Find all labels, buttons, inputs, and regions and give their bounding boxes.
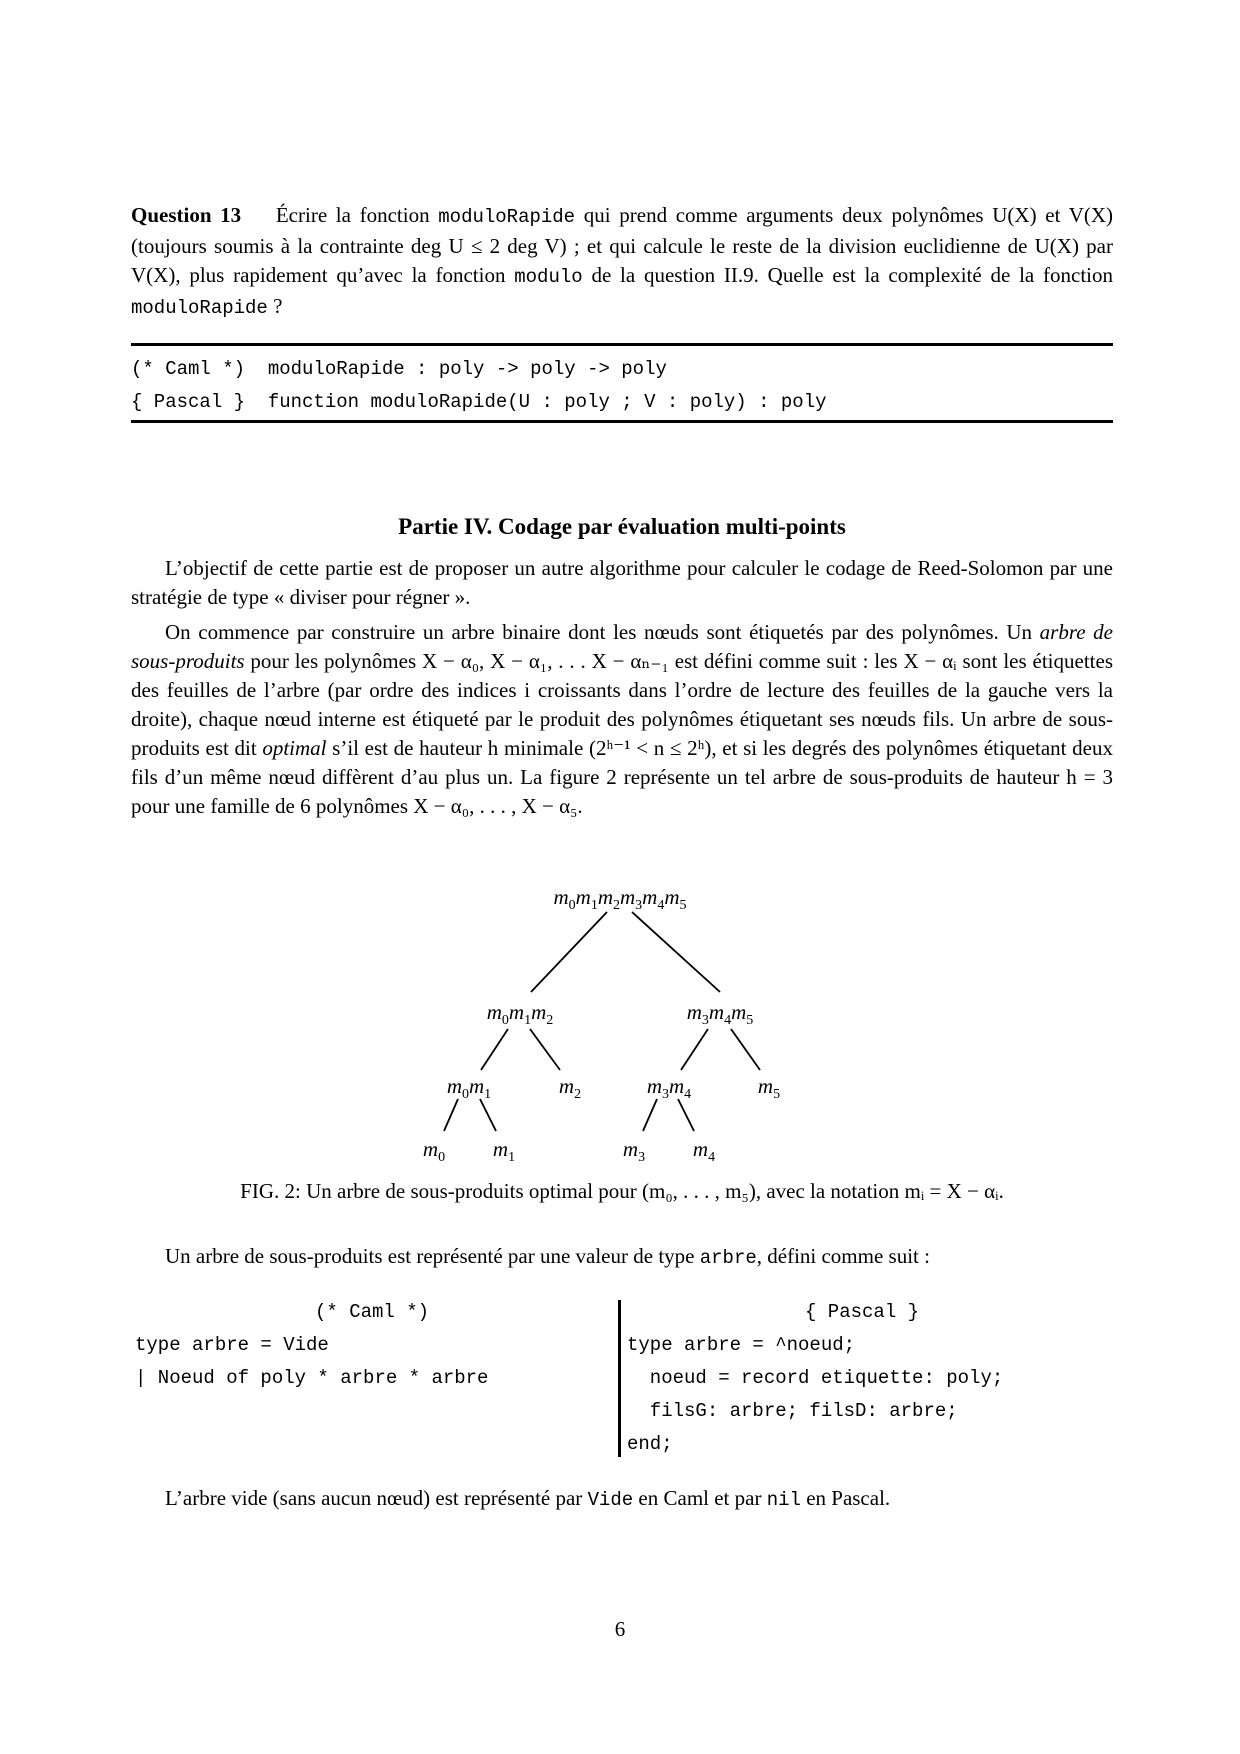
caml-code-line-2: | Noeud of poly * arbre * arbre <box>135 1367 489 1389</box>
question-text-1: Écrire la fonction <box>275 203 439 227</box>
edge-ll-lll <box>444 1099 458 1131</box>
keyword-vide: Vide <box>587 1489 634 1511</box>
empty-tree-text-1: L’arbre vide (sans aucun nœud) est représenté par <box>165 1486 588 1510</box>
para2-text-c: s’il est de hauteur h minimale (2ʰ⁻¹ < n ≤ 2ʰ), et si les degrés des polynômes étiquetant deux fils d’un même nœud diffèrent d’au plus un. La figure 2 représente un tel arbre de sous-produits de hauteur h = 3 pour une famille de 6 polynômes X − α₀, . . . , X − α₅. <box>131 736 1113 818</box>
pascal-code-line-1: type arbre = ^noeud; <box>627 1334 856 1356</box>
para2-text-b: pour les polynômes X − α₀, X − α₁, . . . X − αₙ₋₁ est défini comme suit : les X − αᵢ sont les étiquettes des feuilles de l’arbre (par ordre des indices i croissants dans l’ordre de lecture des feuilles de la gauche vers la droite), chaque nœud interne est étiqueté par le produit des polynômes étiquetant ses nœuds fils. Un arbre de sous-produits est dit <box>131 649 1113 760</box>
function-name: moduloRapide <box>438 206 576 228</box>
function-modulo: modulo <box>514 266 583 288</box>
page-number: 6 <box>614 1617 626 1641</box>
type-intro-paragraph <box>165 1242 1113 1273</box>
tree-node-lll: $m_0$ <box>422 1137 446 1166</box>
edge-left-lr <box>530 1029 560 1070</box>
question-text-4: ? <box>267 294 283 318</box>
tree-node-rlr: $m_4$ <box>692 1137 716 1166</box>
figure-caption: FIG. 2: Un arbre de sous-produits optimal pour (m₀, . . . , m₅), avec la notation mᵢ = X − αᵢ. <box>240 1179 1004 1203</box>
caml-code-line-1: type arbre = Vide <box>135 1334 329 1356</box>
pascal-signature: { Pascal } function moduloRapide(U : poly ; V : poly) : poly <box>131 391 827 413</box>
type-name-arbre: arbre <box>699 1247 757 1269</box>
tree-node-rll: $m_3$ <box>622 1137 646 1166</box>
para2-term-arbre: arbre de sous-produits <box>131 620 1113 673</box>
tree-node-ll: $m_0m_1$ <box>446 1074 492 1103</box>
section-paragraph-1 <box>131 554 1113 612</box>
pascal-code-line-3: filsG: arbre; filsD: arbre; <box>627 1400 958 1422</box>
section-title: Partie IV. Codage par évaluation multi-points <box>398 514 846 539</box>
type-intro-text-2: , défini comme suit : <box>756 1244 930 1268</box>
type-intro-text-1: Un arbre de sous-produits est représenté par une valeur de type <box>165 1244 700 1268</box>
empty-tree-text-2: en Caml et par <box>633 1486 767 1510</box>
edge-right-rl <box>681 1029 708 1070</box>
tree-node-rl: $m_3m_4$ <box>646 1074 692 1103</box>
pascal-code-line-4: end; <box>627 1433 673 1455</box>
keyword-nil: nil <box>766 1489 801 1511</box>
section-paragraph-1-text: L’objectif de cette partie est de proposer un autre algorithme pour calculer le codage de Reed-Solomon par une stratégie de type « diviser pour régner ». <box>131 556 1113 609</box>
function-name-2: moduloRapide <box>131 297 268 319</box>
empty-tree-paragraph <box>165 1484 1113 1515</box>
section-paragraph-2 <box>131 618 1113 821</box>
caml-code-header: (* Caml *) <box>315 1301 430 1323</box>
tree-node-rr: $m_5$ <box>757 1074 781 1103</box>
tree-node-left: $m_0m_1m_2$ <box>486 1000 554 1029</box>
edge-rl-rlr <box>678 1099 694 1131</box>
edge-right-rr <box>731 1029 760 1070</box>
empty-tree-text-3: en Pascal. <box>800 1486 891 1510</box>
caml-signature: (* Caml *) moduloRapide : poly -> poly -> poly <box>131 358 667 380</box>
question-13-paragraph <box>131 201 1113 323</box>
tree-node-llr: $m_1$ <box>492 1137 516 1166</box>
edge-root-right <box>632 912 720 992</box>
signature-bottom-rule <box>131 420 1113 423</box>
question-label: Question 13 <box>131 203 242 227</box>
tree-node-root: $m_0m_1m_2m_3m_4m_5$ <box>553 885 687 914</box>
signature-top-rule <box>131 343 1113 346</box>
tree-node-right: $m_3m_4m_5$ <box>686 1000 754 1029</box>
question-text-2: qui prend comme arguments deux polynômes U(X) et V(X) (toujours soumis à la contrainte deg U ≤ 2 deg V) ; et qui calcule le reste de la division euclidienne de U(X) par V(X), plus rapidement qu’avec la fonction <box>131 203 1114 287</box>
tree-node-lr: $m_2$ <box>558 1074 582 1103</box>
edge-root-left <box>531 912 607 992</box>
para2-text-a: On commence par construire un arbre binaire dont les nœuds sont étiquetés par des polynômes. Un <box>165 620 1040 644</box>
pascal-code-line-2: noeud = record etiquette: poly; <box>627 1367 1004 1389</box>
question-text-3: de la question II.9. Quelle est la complexité de la fonction <box>582 263 1113 287</box>
para2-term-optimal: optimal <box>262 736 327 760</box>
pascal-code-header: { Pascal } <box>805 1301 920 1323</box>
edge-left-ll <box>481 1029 508 1070</box>
edge-rl-rll <box>643 1099 657 1131</box>
edge-ll-llr <box>480 1099 496 1131</box>
code-column-separator <box>618 1300 621 1457</box>
